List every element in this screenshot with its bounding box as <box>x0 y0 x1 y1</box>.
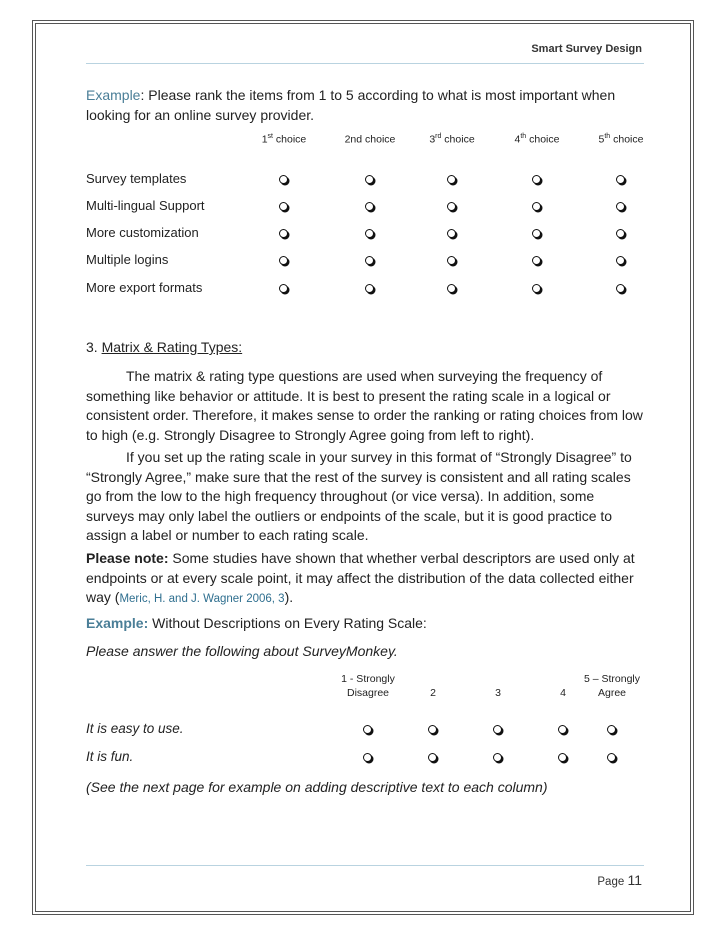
ranking-radio-button[interactable] <box>616 229 625 238</box>
running-header: Smart Survey Design <box>531 43 642 55</box>
rating-radio-button[interactable] <box>493 725 502 734</box>
section3-paragraph-1: The matrix & rating type questions are used when surveying the frequency of something like behavior or attitude. It is best to present the rating scale in a logical or consistent order. Therefore, it makes sense to order the ranking or rating choices from low to high (e.g. Strongly Disagree to Strongly Agree going from left to right). <box>86 368 643 443</box>
ranking-radio-button[interactable] <box>532 175 541 184</box>
choice-column-header <box>407 133 497 146</box>
ranking-radio-button[interactable] <box>616 256 625 265</box>
scale-header-line2: 4 <box>560 687 566 699</box>
scale-header-line2: 3 <box>495 687 501 699</box>
choice-suffix: th <box>520 133 527 140</box>
ranking-radio-button[interactable] <box>447 284 456 293</box>
section3-title: Matrix & Rating Types: <box>101 339 243 355</box>
rating-row-label: It is fun. <box>86 749 134 764</box>
ranking-radio-button[interactable] <box>279 175 288 184</box>
please-note-label: Please note: <box>86 550 169 566</box>
ranking-radio-button[interactable] <box>279 284 288 293</box>
rating-radio-button[interactable] <box>363 725 372 734</box>
ranking-radio-button[interactable] <box>279 229 288 238</box>
scale-header-line2: Disagree <box>346 687 390 699</box>
ranking-radio-button[interactable] <box>365 175 374 184</box>
example1-label: Example <box>86 87 141 103</box>
header-rule <box>86 63 644 64</box>
ranking-radio-button[interactable] <box>447 175 456 184</box>
section3-heading <box>86 338 646 358</box>
section3-number: 3. <box>86 339 102 355</box>
rating-radio-button[interactable] <box>558 725 567 734</box>
choice-number: 5 <box>598 133 605 146</box>
citation-link[interactable]: Meric, H. and J. Wagner 2006, 3 <box>119 593 285 605</box>
example2-label: Example: <box>86 615 149 631</box>
choice-suffix: rd <box>435 133 442 140</box>
choice-label: choice <box>526 133 560 146</box>
rating-radio-button[interactable] <box>607 725 616 734</box>
choice-column-header <box>325 133 415 146</box>
example2-footnote: (See the next page for example on adding descriptive text to each column) <box>86 779 548 795</box>
ranking-radio-button[interactable] <box>532 202 541 211</box>
rating-radio-button[interactable] <box>558 753 567 762</box>
ranking-radio-button[interactable] <box>447 229 456 238</box>
choice-label: choice <box>273 133 307 146</box>
example1-intro <box>86 86 646 125</box>
choice-number: 1 <box>261 133 268 146</box>
ranking-radio-button[interactable] <box>365 229 374 238</box>
ranking-radio-button[interactable] <box>365 202 374 211</box>
ranking-radio-button[interactable] <box>532 229 541 238</box>
section3-paragraph-2: If you set up the rating scale in your survey in this format of “Strongly Disagree” to “Strongly Agree,” make sure that the rest of the survey is consistent and all rating scales go from the low to the high frequency throughout (or vice versa). In addition, some surveys may only label the outliers or endpoints of the scale, but it is good practice to assign a label or number to each rating scale. <box>86 449 632 543</box>
page-number: 11 <box>627 872 642 888</box>
ranking-radio-button[interactable] <box>279 256 288 265</box>
choice-label: choice <box>441 133 475 146</box>
scale-column-header <box>567 672 657 700</box>
choice-column-header <box>492 133 582 146</box>
example2-prompt: Please answer the following about SurveyMonkey. <box>86 643 398 659</box>
rating-radio-button[interactable] <box>428 725 437 734</box>
ranking-radio-button[interactable] <box>279 202 288 211</box>
ranking-radio-button[interactable] <box>616 284 625 293</box>
ranking-row-label: More customization <box>86 225 199 240</box>
ranking-radio-button[interactable] <box>447 202 456 211</box>
choice-number: 4 <box>514 133 521 146</box>
footer-rule <box>86 865 644 866</box>
ranking-radio-button[interactable] <box>616 175 625 184</box>
ranking-radio-button[interactable] <box>532 256 541 265</box>
rating-row-label: It is easy to use. <box>86 721 184 736</box>
example2-heading <box>86 614 646 634</box>
page-label: Page <box>597 876 628 888</box>
rating-radio-button[interactable] <box>493 753 502 762</box>
ranking-row-label: Multi-lingual Support <box>86 198 205 213</box>
ranking-radio-button[interactable] <box>616 202 625 211</box>
example2-text: Without Descriptions on Every Rating Scale: <box>148 615 427 631</box>
scale-header-line2: 2 <box>430 687 436 699</box>
ranking-radio-button[interactable] <box>365 256 374 265</box>
scale-header-line2: Agree <box>597 687 627 699</box>
page-footer <box>597 872 642 888</box>
rating-radio-button[interactable] <box>363 753 372 762</box>
ranking-row-label: Survey templates <box>86 171 187 186</box>
please-note <box>86 549 646 610</box>
scale-header-line1: 1 - Strongly <box>341 673 395 685</box>
please-note-text: Some studies have shown that whether verbal descriptors are used only at endpoints or at every scale point, it may affect the distribution of the data collected either way ( <box>86 550 635 605</box>
choice-number: 2nd choice <box>344 133 396 146</box>
choice-column-header <box>576 133 666 146</box>
ranking-row-label: More export formats <box>86 280 203 295</box>
ranking-radio-button[interactable] <box>365 284 374 293</box>
please-note-end: ). <box>284 589 294 605</box>
choice-suffix: st <box>267 133 273 140</box>
choice-label: choice <box>610 133 644 146</box>
choice-number: 3 <box>429 133 436 146</box>
example1-text: : Please rank the items from 1 to 5 according to what is most important when looking for an online survey provider. <box>86 87 616 123</box>
choice-column-header <box>239 133 329 146</box>
rating-radio-button[interactable] <box>428 753 437 762</box>
scale-header-line1: 5 – Strongly <box>583 673 641 685</box>
ranking-radio-button[interactable] <box>532 284 541 293</box>
ranking-row-label: Multiple logins <box>86 252 169 267</box>
ranking-radio-button[interactable] <box>447 256 456 265</box>
rating-radio-button[interactable] <box>607 753 616 762</box>
choice-suffix: th <box>604 133 611 140</box>
